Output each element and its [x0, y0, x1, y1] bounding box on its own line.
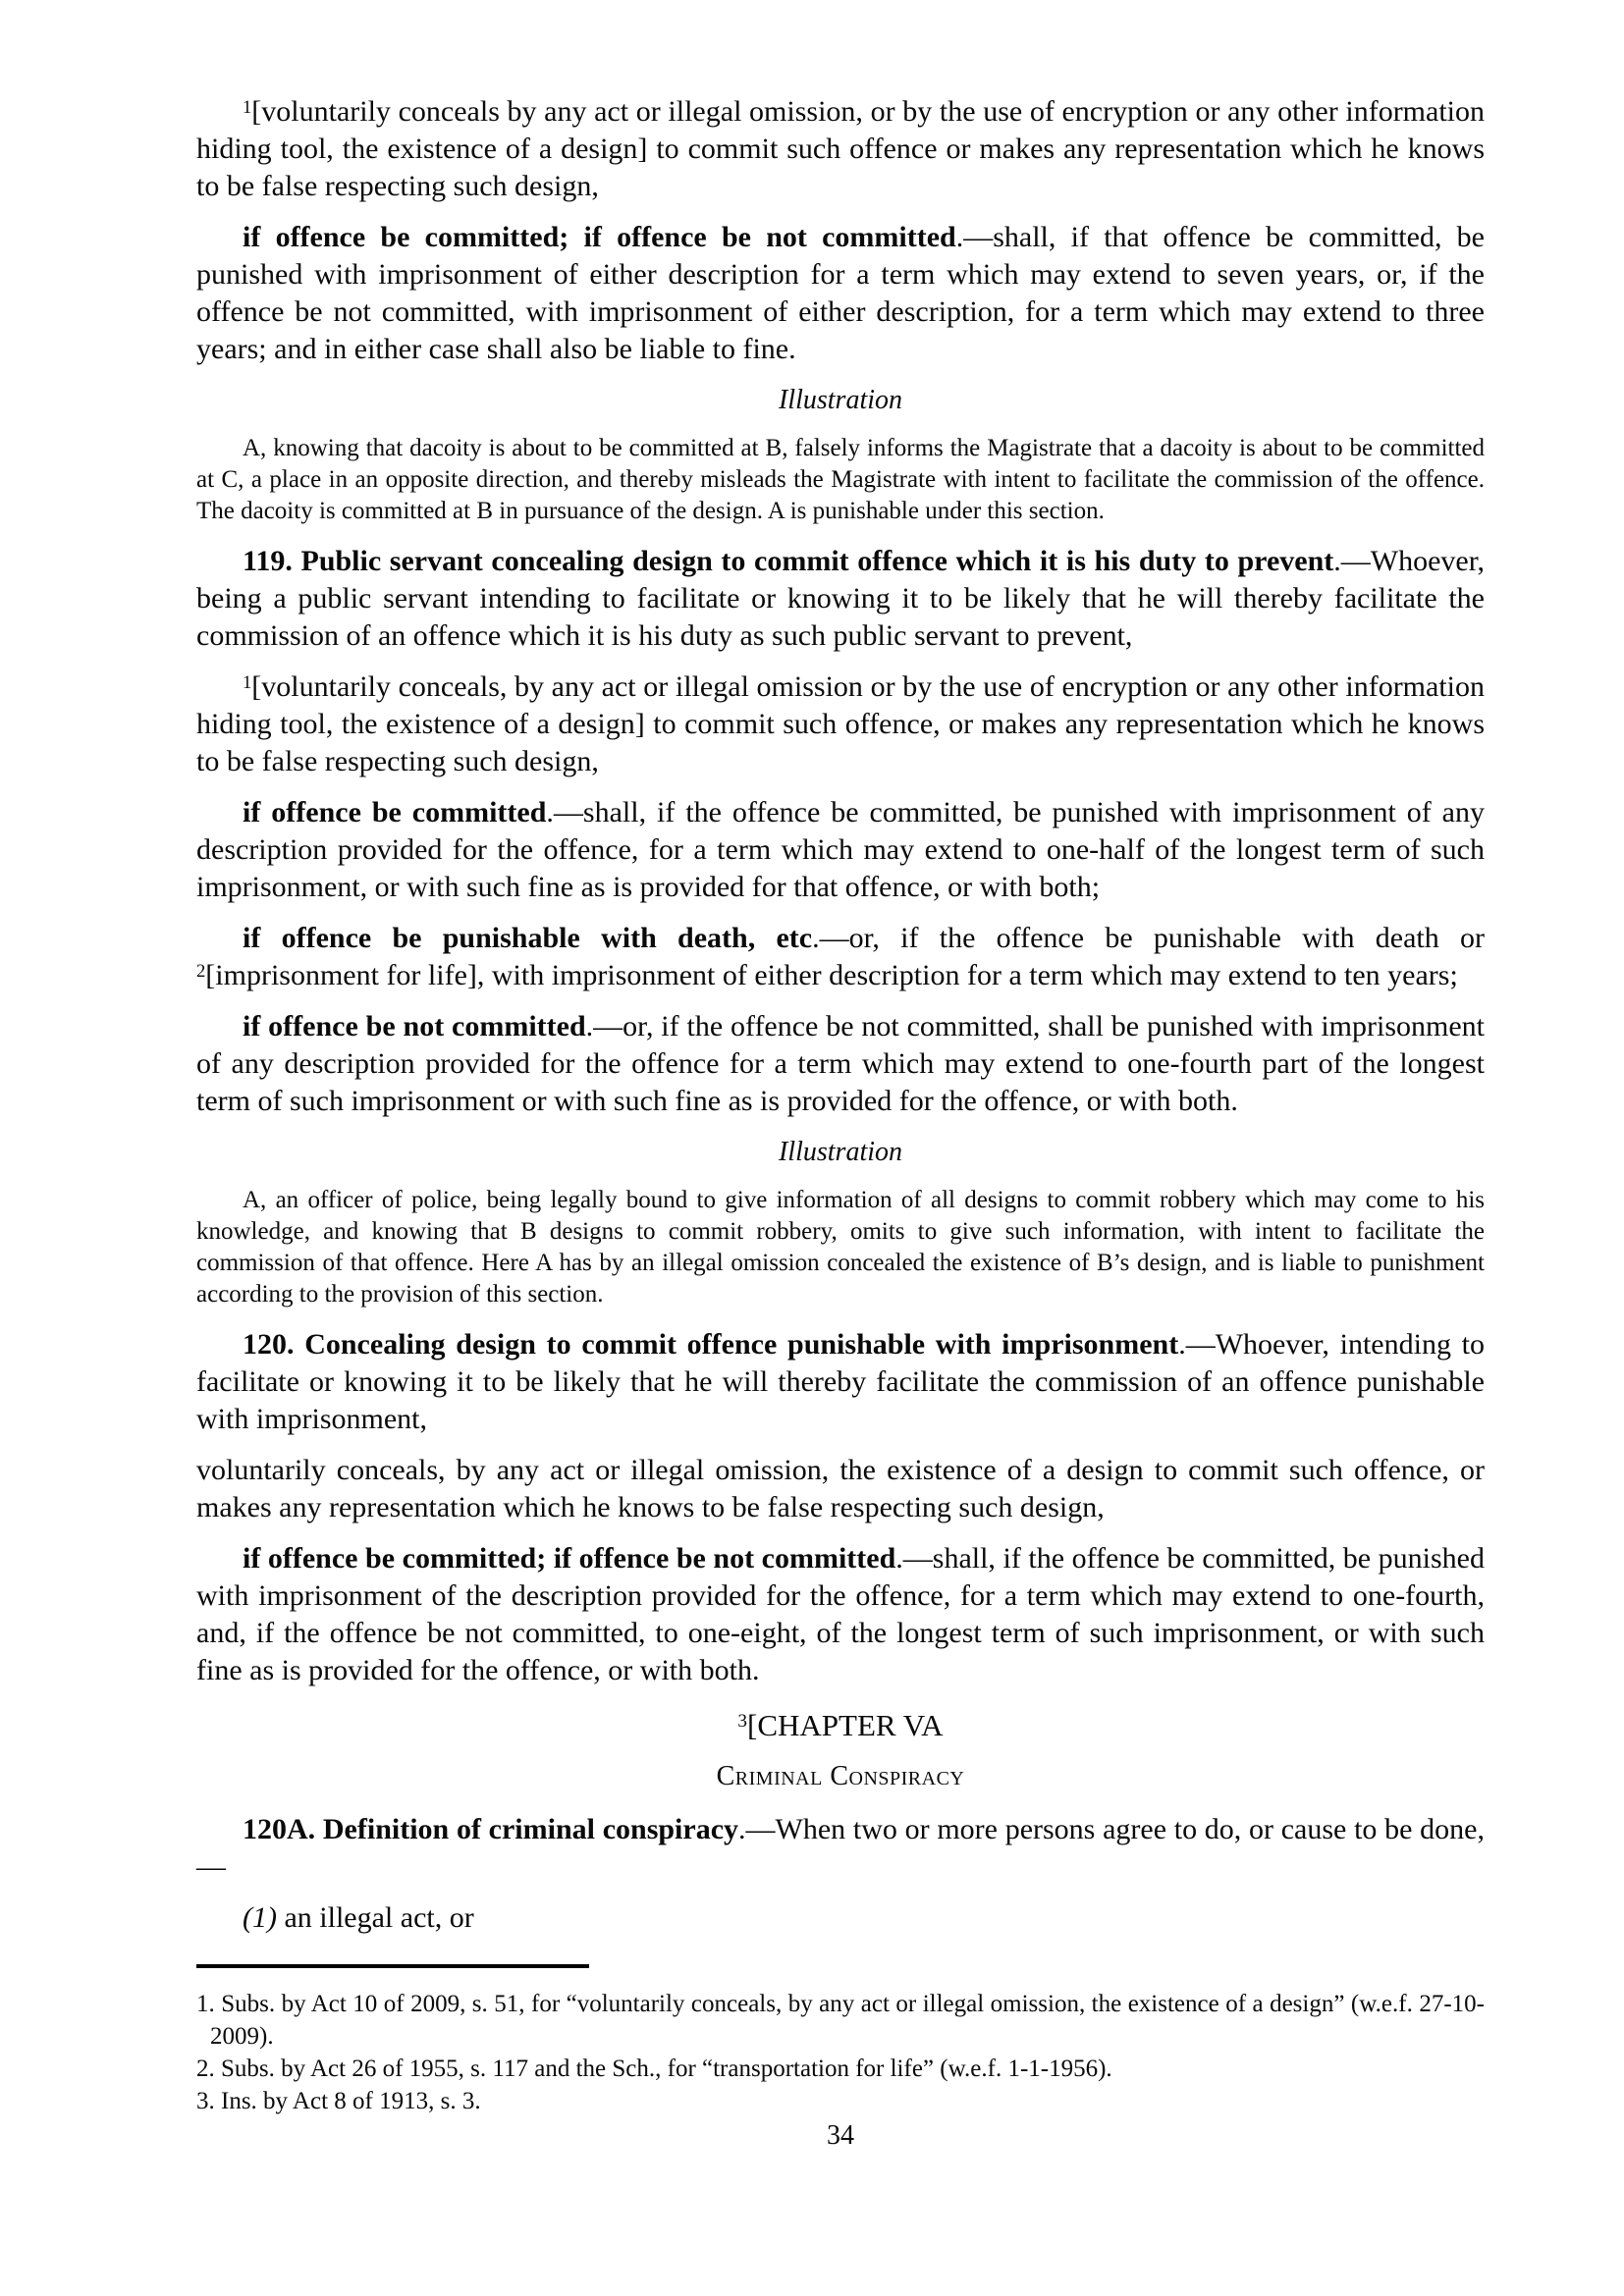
text-run: [voluntarily conceals, by any act or illegal omission or by the use of encryption or any other information hiding tool, the existence of a design] to commit such offence, or makes any representation which he knows to be false respecting such design, [196, 670, 1485, 777]
text-run: 120. Concealing design to commit offence punishable with imprisonment [243, 1328, 1179, 1361]
text-run: .—Whoever, intending to facilitate or knowing it to be likely that he will thereby facilitate the commission of an offence punishable with imprisonment, [196, 1328, 1485, 1435]
text-run: 120A. Definition of criminal conspiracy [243, 1813, 739, 1845]
text-run: 1 [243, 671, 252, 693]
text-run: .—shall, if that offence be committed, be punished with imprisonment of either description for a term which may extend to seven years, or, if the offence be not committed, with imprisonment of either description, for a term which may extend to three years; and in either case shall also be liable to fine. [196, 221, 1485, 365]
text-run: .—When two or more persons agree to do, or cause to be done,— [196, 1813, 1485, 1883]
text-run: if offence be committed [243, 796, 547, 828]
text-run: Illustration [778, 385, 902, 415]
body [196, 543, 1485, 655]
chapter-subject [196, 1760, 1485, 1793]
body [196, 1811, 1485, 1886]
text-run: [imprisonment for life], with imprisonment of either description for a term which may extend to ten years; [205, 959, 1458, 991]
text-run: if offence be not committed [243, 1010, 586, 1042]
text-run: if offence be punishable with death, etc [243, 922, 813, 954]
body [196, 1540, 1485, 1689]
text-run: .—or, if the offence be punishable with death or [812, 922, 1485, 954]
text-run: 3. Ins. by Act 8 of 1913, s. 3. [196, 2088, 481, 2114]
text-run: 1 [243, 96, 252, 118]
text-run: A, an officer of police, being legally bound to give information of all designs to commit robbery which may come to his knowledge, and knowing that B designs to commit robbery, omits to give such information, with intent to facilitate the commission of that offence. Here A has by an illegal omission concealed the existence of B’s design, and is liable to punishment according to the provision of this section. [196, 1187, 1485, 1308]
body-noindent [196, 1452, 1485, 1526]
chapter-heading [196, 1707, 1485, 1744]
body [196, 920, 1485, 994]
body [196, 1326, 1485, 1438]
footnote-list [196, 1988, 1485, 2117]
text-run: .—Whoever, being a public servant intending to facilitate or knowing it to be likely that he will thereby facilitate the commission of an offence which it is his duty as such public servant to prevent, [196, 545, 1485, 652]
page-body [196, 93, 1485, 1950]
text-run: [voluntarily conceals by any act or illegal omission, or by the use of encryption or any other information hiding tool, the existence of a design] to commit such offence or makes any representation which he knows to be false respecting such design, [196, 95, 1485, 202]
text-run: 2. Subs. by Act 26 of 1955, s. 117 and the Sch., for “transportation for life” (w.e.f. 1-1-1956). [196, 2056, 1112, 2082]
text-run: 2 [196, 960, 206, 982]
text-run: if offence be committed; if offence be not committed [243, 1542, 896, 1575]
text-run: 119. Public servant concealing design to commit offence which it is his duty to prevent [243, 545, 1334, 577]
body [196, 219, 1485, 368]
footnote [196, 2085, 1485, 2117]
footnote [196, 2053, 1485, 2085]
footnote-hanging [196, 1988, 1485, 2053]
text-run: .—shall, if the offence be committed, be punished with imprisonment of any description provided for the offence, for a term which may extend to one-half of the longest term of such imprisonment, or with such fine as is provided for that offence, or with both; [196, 796, 1485, 903]
body [196, 794, 1485, 906]
body [196, 1899, 1485, 1937]
footnote-section [196, 1964, 1485, 2117]
page-number: 34 [827, 2120, 854, 2151]
illustration [196, 433, 1485, 527]
text-run: 1. Subs. by Act 10 of 2009, s. 51, for “voluntarily conceals, by any act or illegal omission, the existence of a design” (w.e.f. 27-10-2009). [196, 1991, 1485, 2050]
text-run: Illustration [778, 1137, 902, 1167]
body [196, 668, 1485, 780]
illustration-heading [196, 384, 1485, 417]
body [196, 93, 1485, 205]
footnote-rule [196, 1964, 589, 1968]
text-run: if offence be committed; if offence be not committed [243, 221, 956, 253]
text-run: Criminal Conspiracy [716, 1761, 965, 1791]
text-run: .—or, if the offence be not committed, shall be punished with imprisonment of any description provided for the offence for a term which may extend to one-fourth part of the longest term of such imprisonment or with such fine as is provided for the offence, or with both. [196, 1010, 1485, 1117]
text-run: voluntarily conceals, by any act or illegal omission, the existence of a design to commit such offence, or makes any representation which he knows to be false respecting such design, [196, 1454, 1485, 1523]
text-run: .—shall, if the offence be committed, be punished with imprisonment of the description provided for the offence, for a term which may extend to one-fourth, and, if the offence be not committed, to one-eight, of the longest term of such imprisonment, or with such fine as is provided for the offence, or with both. [196, 1542, 1485, 1686]
illustration-heading [196, 1136, 1485, 1169]
text-run: [CHAPTER VA [747, 1708, 944, 1742]
text-run: an illegal act, or [276, 1901, 474, 1934]
text-run: (1) [243, 1901, 277, 1934]
text-run: A, knowing that dacoity is about to be committed at B, falsely informs the Magistrate that a dacoity is about to be committed at C, a place in an opposite direction, and thereby misleads the Magistrate with intent to facilitate the commission of the offence. The dacoity is committed at B in pursuance of the design. A is punishable under this section. [196, 435, 1485, 524]
body [196, 1008, 1485, 1120]
text-run: 3 [737, 1711, 748, 1733]
illustration [196, 1185, 1485, 1310]
